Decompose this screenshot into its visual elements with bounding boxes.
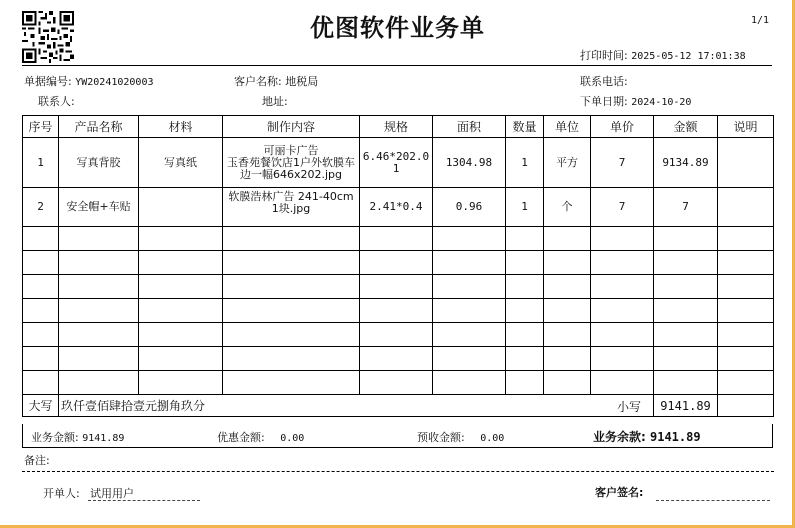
order-date-value: 2024-10-20 <box>631 97 692 108</box>
issuer-underline <box>88 500 200 501</box>
cell-area: 1304.98 <box>433 138 506 188</box>
customer-signature-line <box>656 500 770 501</box>
col-header-content: 制作内容 <box>223 116 360 138</box>
col-header-spec: 规格 <box>360 116 433 138</box>
cell-no: 1 <box>23 138 59 188</box>
summary-bar <box>22 424 773 448</box>
contact-person <box>38 93 75 109</box>
table-row-empty <box>23 347 774 371</box>
col-header-price: 单价 <box>591 116 654 138</box>
discount-label: 优惠金额: <box>217 431 265 444</box>
cell-spec: 2.41*0.4 <box>360 188 433 227</box>
header-divider <box>22 65 772 66</box>
address-label: 地址: <box>262 95 288 108</box>
cell-spec: 6.46*202.01 <box>360 138 433 188</box>
order-date-label: 下单日期: <box>580 95 628 108</box>
col-header-product: 产品名称 <box>59 116 139 138</box>
capital-amount: 玖仟壹佰肆拾壹元捌角玖分 <box>61 399 206 413</box>
remarks-divider <box>22 471 774 472</box>
business-amount-value: 9141.89 <box>82 433 125 444</box>
balance-label: 业务余款: <box>593 430 646 444</box>
prepaid-value: 0.00 <box>480 433 505 444</box>
discount-amount <box>217 429 304 445</box>
cell-note <box>718 138 774 188</box>
order-number-label: 单据编号: <box>24 75 72 88</box>
table-row-empty <box>23 227 774 251</box>
col-header-area: 面积 <box>433 116 506 138</box>
contact-phone-label: 联系电话: <box>580 75 628 88</box>
cell-qty: 1 <box>506 188 544 227</box>
cell-note <box>718 188 774 227</box>
balance <box>593 428 701 445</box>
print-time-label: 打印时间: <box>580 49 628 62</box>
customer-name-value: 地税局 <box>285 75 319 88</box>
capital-label: 大写 <box>23 395 59 417</box>
cell-price: 7 <box>591 138 654 188</box>
business-amount-label: 业务金额: <box>31 431 79 444</box>
cell-qty: 1 <box>506 138 544 188</box>
issuer-value: 试用用户 <box>90 487 134 500</box>
prepaid-label: 预收金额: <box>417 431 465 444</box>
cell-amount: 7 <box>654 188 718 227</box>
customer-name <box>234 73 318 89</box>
cell-product: 写真背胶 <box>59 138 139 188</box>
cell-unit: 个 <box>544 188 591 227</box>
col-header-no: 序号 <box>23 116 59 138</box>
order-number <box>24 73 154 89</box>
col-header-amount: 金额 <box>654 116 718 138</box>
small-amount: 9141.89 <box>654 395 718 417</box>
col-header-note: 说明 <box>718 116 774 138</box>
print-time-value: 2025-05-12 17:01:38 <box>631 51 746 62</box>
balance-value: 9141.89 <box>650 430 701 444</box>
order-date <box>580 93 691 109</box>
capital-amount-cell <box>59 395 654 417</box>
discount-value: 0.00 <box>280 433 305 444</box>
table-row-empty <box>23 275 774 299</box>
col-header-qty: 数量 <box>506 116 544 138</box>
table-row-empty <box>23 323 774 347</box>
issuer-label: 开单人: <box>43 487 80 500</box>
items-table <box>22 115 774 417</box>
document-title: 优图软件业务单 <box>310 13 485 42</box>
amount-words-row <box>23 395 774 417</box>
table-row <box>23 188 774 227</box>
cell-amount: 9134.89 <box>654 138 718 188</box>
print-time <box>580 47 746 63</box>
table-header-row <box>23 116 774 138</box>
table-row-empty <box>23 299 774 323</box>
contact-phone <box>580 73 628 89</box>
address <box>262 93 288 109</box>
cell-area: 0.96 <box>433 188 506 227</box>
prepaid-amount <box>417 429 504 445</box>
cell-no: 2 <box>23 188 59 227</box>
customer-name-label: 客户名称: <box>234 75 282 88</box>
table-row <box>23 138 774 188</box>
order-number-value: YW20241020003 <box>75 77 154 88</box>
table-row-empty <box>23 371 774 395</box>
business-amount <box>31 429 124 445</box>
col-header-material: 材料 <box>139 116 223 138</box>
table-row-empty <box>23 251 774 275</box>
remarks-label: 备注: <box>24 454 50 467</box>
small-label: 小写 <box>616 400 641 414</box>
cell-material: 写真纸 <box>139 138 223 188</box>
customer-signature-label: 客户签名: <box>595 486 644 499</box>
cell-content: 可丽卡广告 玉香苑餐饮店1户外软膜车边一幅646x202.jpg <box>223 138 360 188</box>
cell-product: 安全帽+车贴 <box>59 188 139 227</box>
col-header-unit: 单位 <box>544 116 591 138</box>
cell-unit: 平方 <box>544 138 591 188</box>
page-number: 1/1 <box>750 15 769 26</box>
cell-content: 软膜浩林广告 241-40cm 1块.jpg <box>223 188 360 227</box>
contact-person-label: 联系人: <box>38 95 75 108</box>
cell-price: 7 <box>591 188 654 227</box>
cell-material <box>139 188 223 227</box>
